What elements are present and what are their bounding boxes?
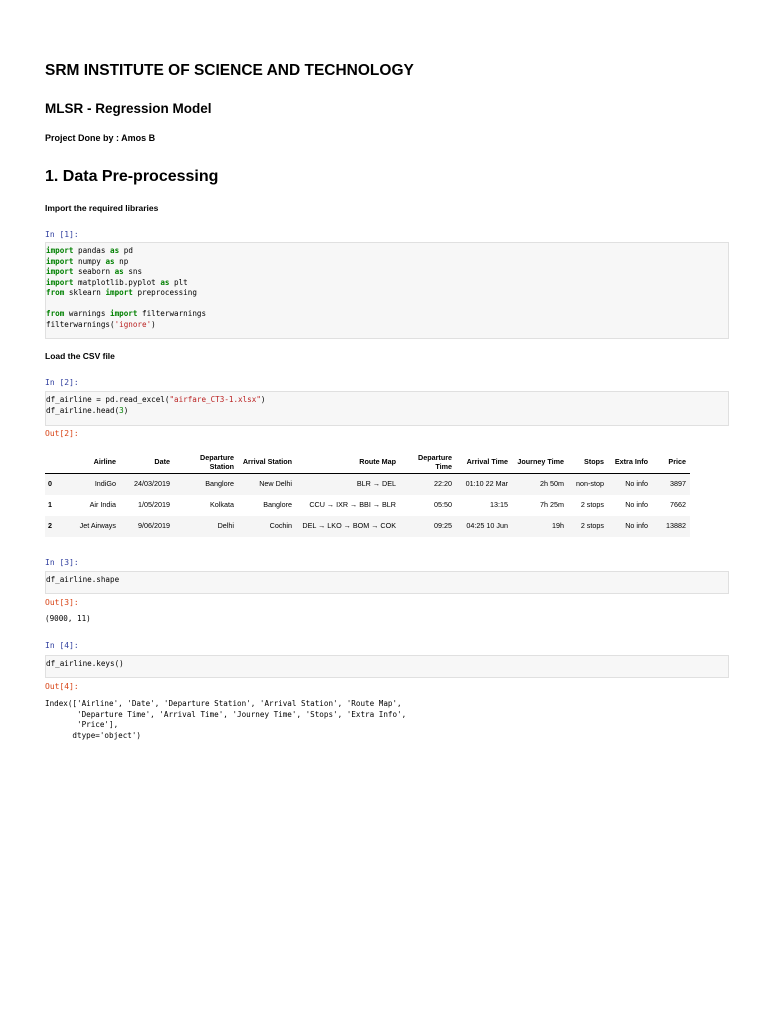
code-line: import numpy as np [46, 256, 129, 266]
table-cell: 7662 [670, 500, 686, 510]
column-header: Departure Station [174, 452, 238, 474]
column-header: Date [120, 452, 174, 474]
table-cell: Banglore [174, 474, 238, 496]
column-header: Extra Info [608, 452, 652, 474]
in-prompt-4: In [4]: [45, 641, 79, 650]
row-index: 1 [48, 500, 52, 510]
row-index: 2 [45, 516, 66, 537]
code-cell-2-source [46, 392, 728, 416]
table-cell: 04:25 10 Jun [456, 516, 512, 537]
table-cell: 19h [512, 516, 568, 537]
code-cell-1-source [46, 243, 728, 330]
subject-title: MLSR - Regression Model [45, 101, 212, 116]
table-cell: non-stop [568, 474, 608, 496]
table-cell: DEL → LKO → BOM → COK [296, 516, 400, 537]
table-cell: BLR → DEL [296, 474, 400, 496]
column-header: Journey Time [512, 452, 568, 474]
code-cell-1[interactable] [45, 242, 729, 339]
table-cell: 9/06/2019 [120, 516, 174, 537]
institution-title: SRM INSTITUTE OF SCIENCE AND TECHNOLOGY [45, 62, 414, 79]
out-prompt-4: Out[4]: [45, 682, 79, 691]
note-import: Import the required libraries [45, 203, 159, 213]
table-cell: New Delhi [238, 474, 296, 496]
code-line: df_airline.head(3) [46, 405, 129, 415]
table-cell: 05:50 [434, 500, 452, 510]
code-cell-2[interactable] [45, 391, 729, 426]
column-header: Departure Time [400, 452, 456, 474]
table-cell: Banglore [263, 500, 292, 510]
code-line: import matplotlib.pyplot as plt [46, 277, 188, 287]
table-row [45, 474, 690, 496]
column-header: Arrival Station [238, 452, 296, 474]
table-cell: No info [608, 474, 652, 496]
table-cell: 2 stops [568, 516, 608, 537]
table-cell: 3897 [652, 474, 690, 496]
out-prompt-2: Out[2]: [45, 429, 79, 438]
table-cell: CCU → IXR → BBI → BLR [309, 500, 396, 510]
code-line: df_airline = pd.read_excel("airfare_CT3-1.xlsx") [46, 395, 266, 404]
column-header: Airline [66, 452, 120, 474]
table-cell: IndiGo [66, 474, 120, 496]
section-title: 1. Data Pre-processing [45, 168, 219, 185]
table-cell: No info [625, 500, 648, 510]
code-line [46, 299, 728, 310]
table-cell: 2h 50m [512, 474, 568, 496]
table-cell: 13:15 [490, 500, 508, 510]
table-cell: Air India [89, 500, 116, 510]
table-cell: Jet Airways [66, 516, 120, 537]
table-cell: Cochin [238, 516, 296, 537]
dataframe-table [45, 452, 690, 537]
code-cell-3-source: df_airline.shape [46, 575, 120, 584]
code-line: from warnings import filterwarnings [46, 309, 207, 318]
in-prompt-1: In [1]: [45, 230, 79, 239]
table-cell: No info [608, 516, 652, 537]
code-cell-4[interactable] [45, 655, 729, 678]
column-header: Arrival Time [456, 452, 512, 474]
table-cell: 13882 [652, 516, 690, 537]
row-index: 0 [45, 474, 66, 496]
code-cell-3[interactable] [45, 571, 729, 594]
output-keys: Index(['Airline', 'Date', 'Departure Station', 'Arrival Station', 'Route Map', 'Departure Time', 'Arrival Time', 'Journey Time', 'Stops', 'Extra Info', 'Price'], dtype='object') [45, 699, 407, 740]
table-cell: 1/05/2019 [138, 500, 170, 510]
table-header-row [45, 452, 690, 474]
note-load: Load the CSV file [45, 351, 115, 361]
table-cell: Kolkata [210, 500, 234, 510]
table-cell: 22:20 [400, 474, 456, 496]
in-prompt-2: In [2]: [45, 378, 79, 387]
table-row [45, 516, 690, 537]
author-line: Project Done by : Amos B [45, 133, 156, 143]
code-line: filterwarnings('ignore') [46, 319, 156, 329]
column-header [45, 452, 66, 474]
table-cell: 09:25 [400, 516, 456, 537]
column-header: Price [652, 452, 690, 474]
code-line: import seaborn as sns [46, 267, 143, 276]
code-line: import pandas as pd [46, 246, 133, 255]
table-cell: 7h 25m [540, 500, 564, 510]
table-row [45, 495, 690, 516]
table-cell: 01:10 22 Mar [456, 474, 512, 496]
in-prompt-3: In [3]: [45, 558, 79, 567]
out-prompt-3: Out[3]: [45, 598, 79, 607]
code-line: from sklearn import preprocessing [46, 288, 197, 297]
column-header: Route Map [296, 452, 400, 474]
code-cell-4-source: df_airline.keys() [46, 659, 124, 668]
output-shape: (9000, 11) [45, 614, 91, 623]
column-header: Stops [568, 452, 608, 474]
table-cell: 2 stops [580, 500, 604, 510]
table-cell: 24/03/2019 [120, 474, 174, 496]
table-cell: Delhi [174, 516, 238, 537]
